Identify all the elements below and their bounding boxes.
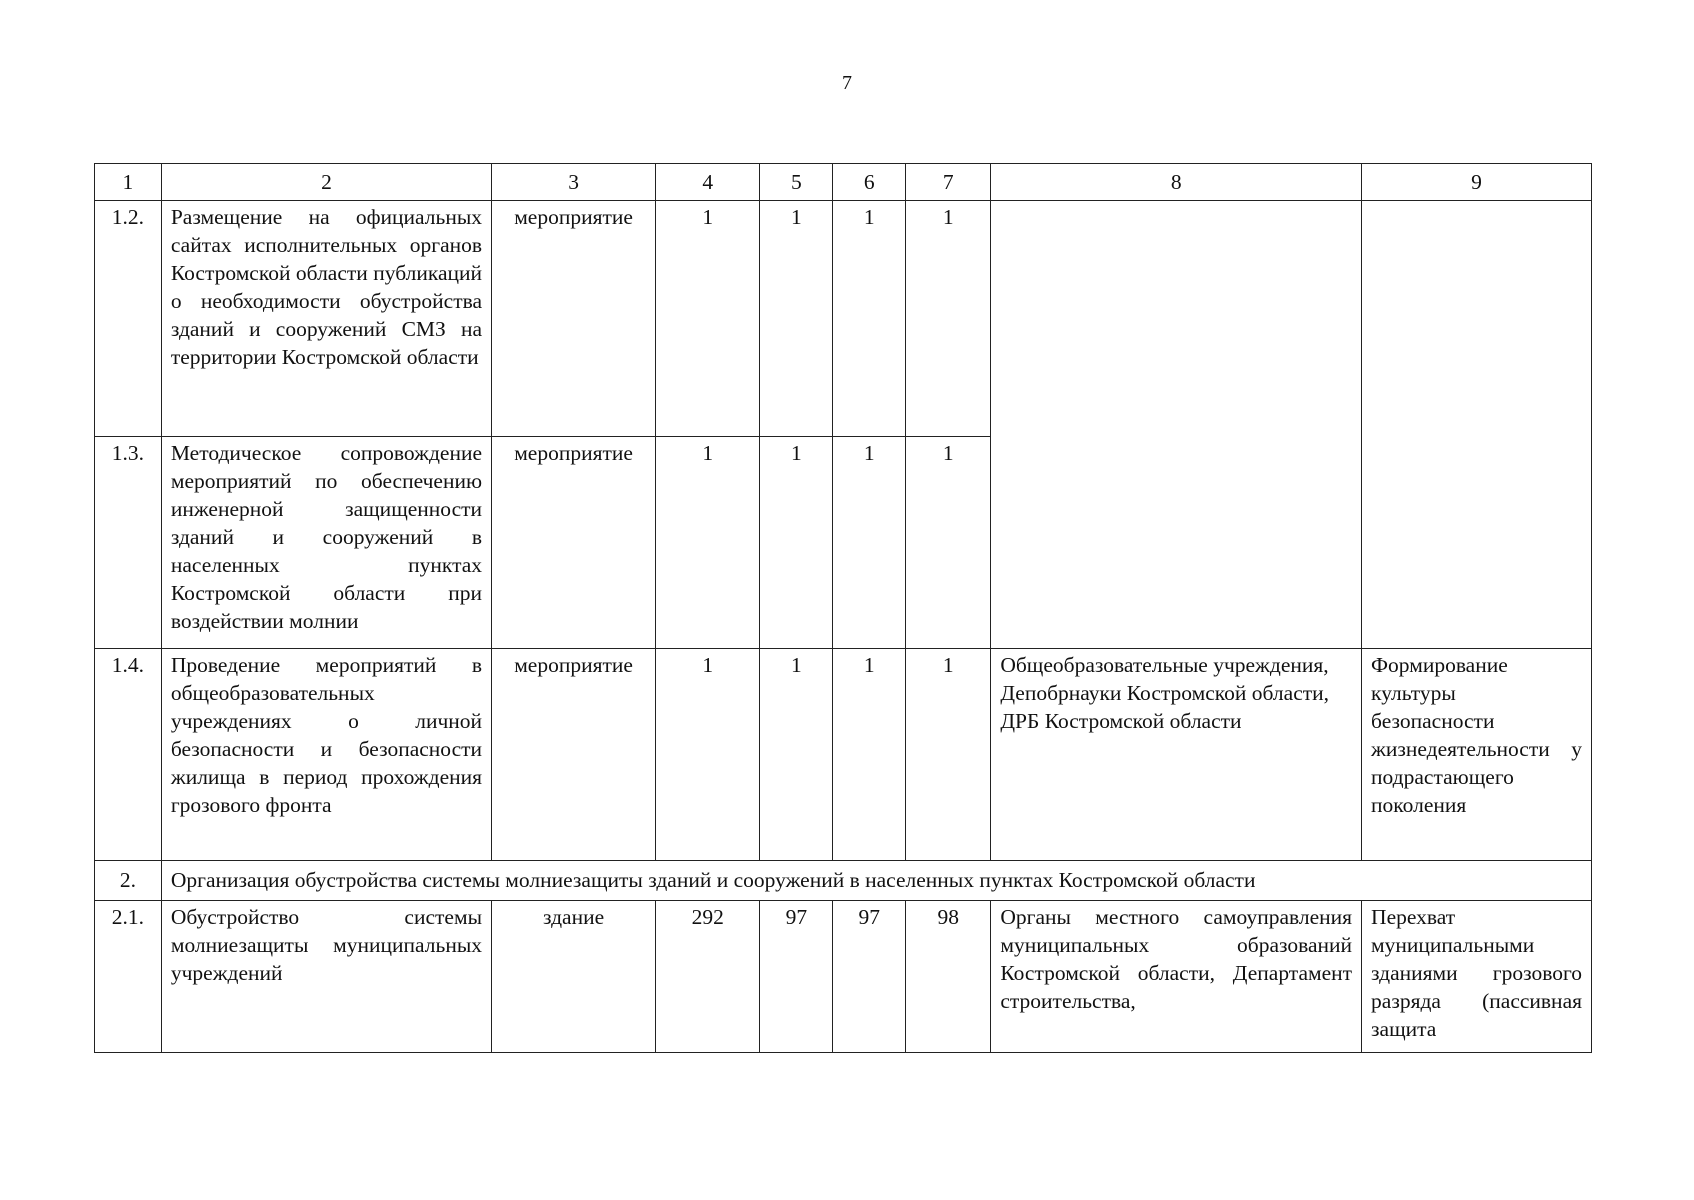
unit: мероприятие	[492, 201, 656, 437]
executor-line: Общеобразовательные учреждения,	[1000, 653, 1329, 677]
column-number: 6	[833, 164, 906, 201]
unit: здание	[492, 901, 656, 1053]
value-col4: 1	[656, 437, 760, 649]
value-col5: 1	[760, 649, 833, 861]
value-col7: 1	[906, 437, 991, 649]
value-col5: 1	[760, 201, 833, 437]
column-number: 8	[991, 164, 1362, 201]
value-col4: 1	[656, 201, 760, 437]
executors	[991, 649, 1362, 861]
activities-table	[94, 163, 1592, 1053]
activity-name: Методическое сопровождение мероприятий по обеспечению инженерной защищенности зданий и сооружений в населенных пунктах Костромской области при воздействии молнии	[161, 437, 491, 649]
result-empty	[1362, 201, 1592, 649]
table-row	[95, 201, 1592, 437]
column-number: 2	[161, 164, 491, 201]
unit: мероприятие	[492, 437, 656, 649]
unit: мероприятие	[492, 649, 656, 861]
value-col7: 98	[906, 901, 991, 1053]
executor-line: ДРБ Костромской области	[1000, 709, 1242, 733]
executor-line: Депобрнауки Костромской области,	[1000, 681, 1330, 705]
expected-result: Перехват муниципальными зданиями грозового разряда (пассивная защита	[1362, 901, 1592, 1053]
value-col6: 1	[833, 437, 906, 649]
row-number: 1.2.	[95, 201, 162, 437]
column-number: 3	[492, 164, 656, 201]
section-title: Организация обустройства системы молниезащиты зданий и сооружений в населенных пунктах Костромской области	[161, 861, 1591, 901]
value-col4: 292	[656, 901, 760, 1053]
expected-result: Формирование культуры безопасности жизнедеятельности у подрастающего поколения	[1362, 649, 1592, 861]
activity-name: Проведение мероприятий в общеобразовательных учреждениях о личной безопасности и безопасности жилища в период прохождения грозового фронта	[161, 649, 491, 861]
table-row	[95, 901, 1592, 1053]
value-col5: 97	[760, 901, 833, 1053]
row-number: 2.1.	[95, 901, 162, 1053]
value-col6: 1	[833, 649, 906, 861]
column-number: 1	[95, 164, 162, 201]
value-col6: 1	[833, 201, 906, 437]
column-number-row	[95, 164, 1592, 201]
value-col7: 1	[906, 201, 991, 437]
column-number: 4	[656, 164, 760, 201]
activity-name: Размещение на официальных сайтах исполнительных органов Костромской области публикаций о необходимости обустройства зданий и сооружений СМЗ на территории Костромской области	[161, 201, 491, 437]
value-col5: 1	[760, 437, 833, 649]
value-col6: 97	[833, 901, 906, 1053]
page-number: 7	[842, 72, 852, 94]
value-col7: 1	[906, 649, 991, 861]
column-number: 5	[760, 164, 833, 201]
executors: Органы местного самоуправления муниципальных образований Костромской области, Департамент строительства,	[991, 901, 1362, 1053]
executors-empty	[991, 201, 1362, 649]
section-number: 2.	[95, 861, 162, 901]
column-number: 9	[1362, 164, 1592, 201]
column-number: 7	[906, 164, 991, 201]
table-row	[95, 649, 1592, 861]
row-number: 1.4.	[95, 649, 162, 861]
value-col4: 1	[656, 649, 760, 861]
row-number: 1.3.	[95, 437, 162, 649]
activity-name: Обустройство системы молниезащиты муниципальных учреждений	[161, 901, 491, 1053]
section-row	[95, 861, 1592, 901]
